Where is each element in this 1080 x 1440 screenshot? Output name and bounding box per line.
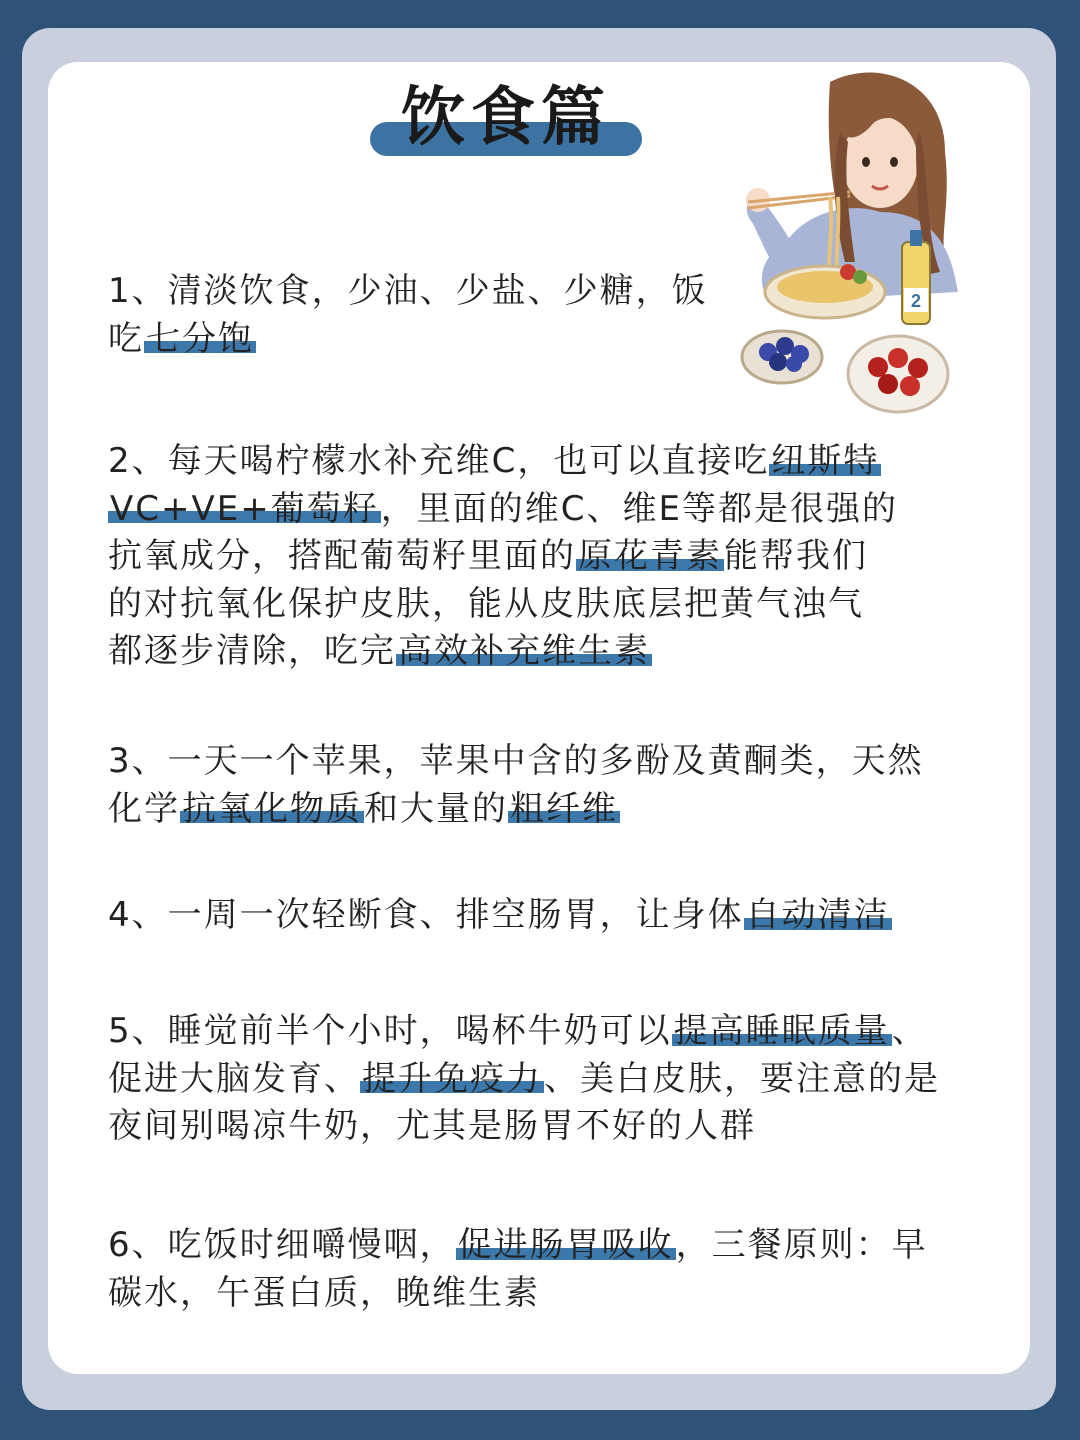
tip-text: ，里面的维C、维E等都是很强的 — [380, 488, 898, 529]
tip-text: ，三餐原则：早 — [675, 1225, 928, 1265]
tip-text: 6、吃饭时细嚼慢咽， — [108, 1225, 456, 1265]
tip-text: 抗氧成分，搭配葡萄籽里面的 — [108, 536, 576, 576]
tip-text: 和大量的 — [364, 788, 508, 829]
tip-item — [108, 438, 988, 676]
highlighted-phrase: 高效补充维生素 — [398, 631, 650, 671]
tip-text: 夜间别喝凉牛奶，尤其是肠胃不好的人群 — [108, 1106, 756, 1146]
tip-text: 4、一周一次轻断食、排空肠胃，让身体 — [108, 895, 744, 935]
tip-text: 3、一天一个苹果，苹果中含的多酚及黄酮类，天然 — [108, 741, 924, 781]
tip-text: 化学 — [108, 788, 180, 829]
tip-text: 、 — [891, 1011, 928, 1051]
highlighted-phrase: 粗纤维 — [510, 788, 618, 829]
tip-text: 5、睡觉前半个小时，喝杯牛奶可以 — [108, 1011, 672, 1051]
tip-item — [108, 1222, 988, 1317]
tip-text: 能帮我们 — [724, 536, 868, 576]
highlighted-phrase: 自动清洁 — [745, 895, 890, 935]
tip-item — [108, 738, 988, 833]
tip-item — [108, 268, 748, 363]
highlighted-phrase: 原花青素 — [578, 536, 722, 576]
highlighted-phrase: VC+VE+葡萄籽 — [110, 488, 379, 529]
svg-text:2: 2 — [910, 291, 922, 311]
tip-item — [108, 1008, 988, 1151]
page-title: 饮食篇 — [401, 81, 611, 155]
girl-eating-noodles-illustration — [730, 62, 970, 422]
highlighted-phrase: 七分饱 — [146, 318, 254, 359]
tip-text: 碳水，午蛋白质，晚维生素 — [108, 1272, 540, 1313]
tip-text: 1、清淡饮食，少油、少盐、少糖，饭 — [108, 271, 708, 311]
tip-text: 促进大脑发育、 — [108, 1058, 360, 1099]
tip-text: 、美白皮肤，要注意的是 — [544, 1058, 940, 1099]
title-block — [370, 76, 642, 160]
tip-text: 吃 — [108, 318, 144, 359]
highlighted-phrase: 提高睡眠质量 — [673, 1011, 890, 1051]
highlighted-phrase: 抗氧化物质 — [182, 788, 362, 829]
tip-text: 都逐步清除，吃完 — [108, 631, 396, 671]
highlighted-phrase: 提升免疫力 — [362, 1058, 542, 1099]
tip-text: 的对抗氧化保护皮肤，能从皮肤底层把黄气浊气 — [108, 583, 864, 624]
tip-item — [108, 892, 988, 940]
highlighted-phrase: 纽斯特 — [771, 441, 880, 481]
highlighted-phrase: 促进肠胃吸收 — [457, 1225, 674, 1265]
tip-text: 2、每天喝柠檬水补充维C，也可以直接吃 — [108, 441, 770, 481]
